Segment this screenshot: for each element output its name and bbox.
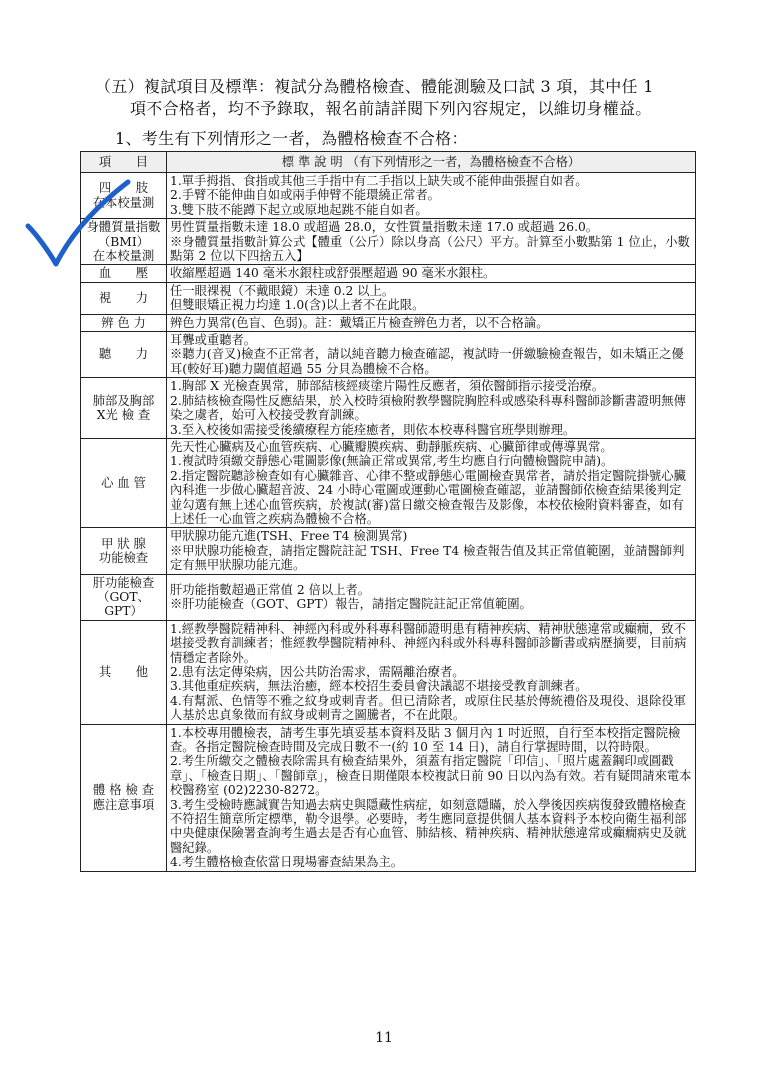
standard-line: 3.考生受檢時應誠實告知過去病史與隱藏性病症，如刻意隱瞞，於入學後因疾病復發致體格檢查不符招生簡章所定標準，勒令退學。必要時，考生應同意提供個人基本資料予本校向衛生福利部中央健康保險署查詢考生過去是否有心血管、肺結核、精神疾病、精神狀態違常或癲癇病史及就醫紀錄。 xyxy=(170,797,687,855)
standard-line: 2.考生所繳交之體檢表除需具有檢查結果外，須蓋有指定醫院「印信」、「照片處蓋鋼印或圓戳章」、「檢查日期」、「醫師章」，檢查日期僅限本校複試日前 90 日以內為有效。若有疑問請來電本校醫務室 (02)2230-8272。 xyxy=(170,754,692,798)
row-standard xyxy=(167,378,696,439)
row-item-label xyxy=(81,620,167,724)
table-row xyxy=(81,438,696,527)
row-standard xyxy=(167,265,696,282)
row-item-label xyxy=(81,528,167,574)
row-item-text: 四 肢 xyxy=(98,181,149,196)
standard-line: 2.手臂不能伸曲自如或兩手伸臂不能環繞正常者。 xyxy=(170,188,440,203)
table-header-row xyxy=(81,152,696,173)
standard-line: 1.本校專用體檢表，請考生事先填妥基本資料及貼 3 個月內 1 吋近照，自行至本校指定醫院檢查。各指定醫院檢查時間及完成日數不一(約 10 至 14 日)，請自行掌握時間，以符時限。 xyxy=(170,725,681,755)
standard-line: 3.至入校後如需接受後續療程方能痊癒者，則依本校專科醫官班學則辦理。 xyxy=(170,422,576,437)
row-standard xyxy=(167,528,696,574)
standard-line: 2.指定醫院聽診檢查如有心臟雜音、心律不整或靜態心電圖檢查異常者，請於指定醫院掛號心臟內科進一步做心臟超音波、24 小時心電圖或運動心電圖檢查確認，並請醫師依檢查結果後判定並勾選有無上述心血管疾病，於複試(審)當日繳交檢查報告及影像，本校依檢附資料審查，如有上述任一心血管之疾病為體檢不合格。 xyxy=(170,468,686,526)
row-item-text: 聽 力 xyxy=(98,347,149,362)
standard-line: 辨色力異常(色盲、色弱)。註：戴矯正片檢查辨色力者，以不合格論。 xyxy=(170,315,549,330)
standard-line: ※甲狀腺功能檢查，請指定醫院註記 TSH、Free T4 檢查報告值及其正常值範圍，並請醫師判定有無甲狀腺功能亢進。 xyxy=(170,543,685,573)
table-row xyxy=(81,219,696,265)
header-standard: 標 準 說 明 （有下列情形之一者，為體格檢查不合格） xyxy=(167,152,696,173)
section-heading-line-1: （五）複試項目及標準：複試分為體格檢查、體能測驗及口試 3 項，其中任 1 xyxy=(95,77,654,96)
row-item-text: 辨 色 力 xyxy=(101,315,146,330)
row-item-label xyxy=(81,378,167,439)
table-row xyxy=(81,724,696,871)
standard-line: 任一眼裸視（不戴眼鏡）未達 0.2 以上。 xyxy=(170,283,395,298)
standard-line: 2.患有法定傳染病，因公共防治需求，需隔離治療者。 xyxy=(170,665,465,679)
page-number: 11 xyxy=(375,1030,393,1046)
standard-line: ※身體質量指數計算公式【體重（公斤）除以身高（公尺）平方。計算至小數點第 1 位止，小數點第 2 位以下四捨五入】 xyxy=(170,234,690,264)
row-standard xyxy=(167,173,696,219)
row-item-text: 血 壓 xyxy=(98,266,149,281)
standard-line: 3.雙下肢不能蹲下起立或原地起跳不能自如者。 xyxy=(170,202,428,217)
table-row xyxy=(81,314,696,331)
row-standard xyxy=(167,438,696,527)
row-item-text: 在本校量測 xyxy=(92,195,155,210)
row-item-text: 心 血 管 xyxy=(101,475,146,490)
row-item-text: 功能檢查 xyxy=(98,550,149,565)
table-row xyxy=(81,282,696,314)
physical-exam-table xyxy=(80,151,696,872)
row-item-text: 其 他 xyxy=(98,665,149,679)
table-row xyxy=(81,378,696,439)
table-row xyxy=(81,620,696,724)
standard-line: ※聽力(音叉)檢查不正常者，請以純音聽力檢查確認，複試時一併繳驗檢查報告，如未矯正之優耳(較好耳)聽力閾值超過 55 分貝為體檢不合格。 xyxy=(170,347,684,376)
standard-line: 1.複試時須繳交靜態心電圖影像(無論正常或異常,考生均應自行向體檢醫院申請)。 xyxy=(170,454,614,469)
row-item-text: X光 檢 查 xyxy=(96,408,151,423)
table-row xyxy=(81,265,696,282)
standard-line: 但雙眼矯正視力均達 1.0(含)以上者不在此限。 xyxy=(170,298,425,313)
header-item: 項 目 xyxy=(81,152,167,173)
row-item-label xyxy=(81,282,167,314)
standard-line: 4.考生體格檢查依當日現場審查結果為主。 xyxy=(170,855,404,870)
standard-line: 先天性心臟病及心血管疾病、心臟瓣膜疾病、動靜脈疾病、心臟節律或傳導異常。 xyxy=(170,439,613,454)
standard-line: 1.單手拇指、食指或其他三手指中有二手指以上缺失或不能伸曲張握自如者。 xyxy=(170,174,588,188)
row-item-text: 肺部及胸部 xyxy=(92,393,155,408)
section-heading xyxy=(95,76,715,120)
row-item-text: 甲 狀 腺 xyxy=(101,536,146,551)
table-row xyxy=(81,574,696,620)
row-standard xyxy=(167,574,696,620)
row-standard xyxy=(167,219,696,265)
row-item-text: 肝功能檢查 xyxy=(92,575,155,590)
standard-line: 1.胸部 X 光檢查異常，肺部結核經痰塗片陽性反應者，須依醫師指示接受治療。 xyxy=(170,379,605,394)
row-standard xyxy=(167,724,696,871)
row-item-text: 在本校量測 xyxy=(92,249,155,264)
table-row xyxy=(81,173,696,219)
standard-line: 甲狀腺功能亢進(TSH、Free T4 檢測異常) xyxy=(170,529,408,544)
row-item-text: 體 格 檢 查 xyxy=(93,783,154,798)
table-body xyxy=(81,173,696,872)
standard-line: 肝功能指數超過正常值 2 倍以上者。 xyxy=(170,582,371,597)
row-item-label xyxy=(81,314,167,331)
row-item-label xyxy=(81,438,167,527)
row-item-text: （GOT、GPT） xyxy=(97,589,150,619)
table-row xyxy=(81,528,696,574)
standard-line: 1.經教學醫院精神科、神經內科或外科專科醫師證明患有精神疾病、精神狀態違常或癲癇，致不堪接受教育訓練者；惟經教學醫院精神科、神經內科或外科專科醫師診斷書或病歷摘要，目前病情穩定者除外。 xyxy=(170,621,687,665)
row-item-text: （BMI） xyxy=(97,234,150,249)
row-item-label xyxy=(81,332,167,378)
row-item-label xyxy=(81,724,167,871)
standard-line: 收縮壓超過 140 毫米水銀柱或舒張壓超過 90 毫米水銀柱。 xyxy=(170,266,496,281)
section-heading-line-2: 項不合格者，均不予錄取，報名前請詳閱下列內容規定，以維切身權益。 xyxy=(130,99,652,118)
row-standard xyxy=(167,620,696,724)
row-item-label xyxy=(81,574,167,620)
table-row xyxy=(81,332,696,378)
subsection-heading: 1、考生有下列情形之一者，為體格檢查不合格： xyxy=(115,129,468,148)
standard-line: 男性質量指數未達 18.0 或超過 28.0，女性質量指數未達 17.0 或超過 26.0。 xyxy=(170,220,599,235)
standard-line: 2.肺結核檢查陽性反應結果，於入校時須檢附教學醫院胸腔科或感染科專科醫師診斷書證明無傳染之虞者，始可入校接受教育訓練。 xyxy=(170,393,686,423)
row-item-text: 應注意事項 xyxy=(92,797,155,812)
row-standard xyxy=(167,332,696,378)
row-standard xyxy=(167,314,696,331)
standard-line: 4.有幫派、色情等不雅之紋身或刺青者。但已清除者，或原住民基於傳統禮俗及現役、退除役軍人基於忠貞象徵而有紋身或刺青之圖騰者，不在此限。 xyxy=(170,693,686,723)
standard-line: 耳聾或重聽者。 xyxy=(170,333,257,348)
standard-line: ※肝功能檢查（GOT、GPT）報告，請指定醫院註記正常值範圍。 xyxy=(170,597,532,612)
row-standard xyxy=(167,282,696,314)
standard-line: 3.其他重症疾病，無法治癒，經本校招生委員會決議認不堪接受教育訓練者。 xyxy=(170,679,588,694)
row-item-text: 視 力 xyxy=(98,291,149,306)
checkmark-icon xyxy=(22,178,132,270)
row-item-text: 身體質量指數 xyxy=(86,220,161,235)
